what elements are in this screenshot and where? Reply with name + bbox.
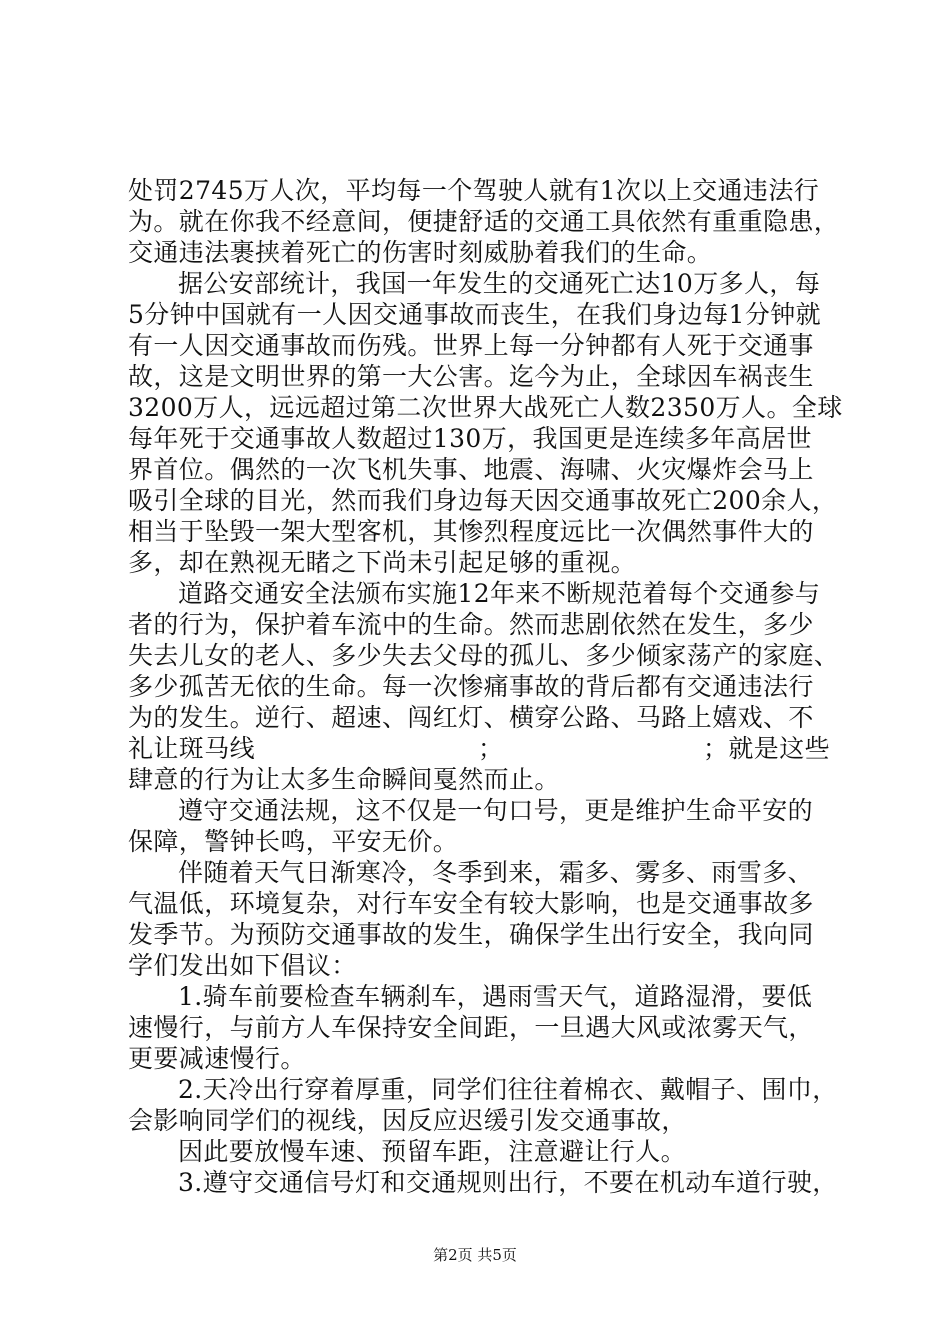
text-line: 更要减速慢行。 (128, 1044, 306, 1073)
text-line: 有一人因交通事故而伤残。世界上每一分钟都有人死于交通事 (128, 331, 814, 360)
text-line: 故，这是文明世界的第一大公害。迄今为止，全球因车祸丧生 (128, 362, 814, 391)
text-line: 礼让斑马线 (128, 734, 256, 763)
text-line: 学们发出如下倡议： (128, 951, 357, 980)
text-line: 5分钟中国就有一人因交通事故而丧生，在我们身边每1分钟就 (128, 300, 822, 329)
text-line: 2.天冷出行穿着厚重，同学们往往着棉衣、戴帽子、围巾， (178, 1075, 838, 1104)
text-line: 1.骑车前要检查车辆刹车，遇雨雪天气，道路湿滑，要低 (178, 982, 813, 1011)
text-line: 吸引全球的目光，然而我们身边每天因交通事故死亡200余人， (128, 486, 838, 515)
text-fragment: ；就是这些 (703, 734, 831, 763)
text-line: 失去儿女的老人、多少失去父母的孤儿、多少倾家荡产的家庭、 (128, 641, 840, 670)
text-line: 据公安部统计，我国一年发生的交通死亡达10万多人，每 (178, 269, 821, 298)
text-line: 气温低，环境复杂，对行车安全有较大影响，也是交通事故多 (128, 889, 814, 918)
text-line: 3200万人，远远超过第二次世界大战死亡人数2350万人。全球 (128, 393, 843, 422)
text-line: 交通违法裹挟着死亡的伤害时刻威胁着我们的生命。 (128, 238, 713, 267)
text-line: 者的行为，保护着车流中的生命。然而悲剧依然在发生，多少 (128, 610, 814, 639)
text-line: 3.遵守交通信号灯和交通规则出行，不要在机动车道行驶， (178, 1168, 838, 1197)
page-footer: 第2页 共5页 (433, 1246, 517, 1264)
text-line: 会影响同学们的视线，因反应迟缓引发交通事故， (128, 1106, 687, 1135)
text-line: 每年死于交通事故人数超过130万，我国更是连续多年高居世 (128, 424, 812, 453)
text-line: 保障，警钟长鸣，平安无价。 (128, 827, 459, 856)
text-line: 多，却在熟视无睹之下尚未引起足够的重视。 (128, 548, 637, 577)
text-line: 因此要放慢车速、预留车距，注意避让行人。 (178, 1137, 687, 1166)
text-line: 相当于坠毁一架大型客机，其惨烈程度远比一次偶然事件大的 (128, 517, 814, 546)
text-line: 速慢行，与前方人车保持安全间距，一旦遇大风或浓雾天气， (128, 1013, 814, 1042)
text-line: 肆意的行为让太多生命瞬间戛然而止。 (128, 765, 560, 794)
text-fragment: ； (478, 734, 504, 763)
text-line: 伴随着天气日渐寒冷，冬季到来，霜多、雾多、雨雪多、 (178, 858, 814, 887)
text-line: 道路交通安全法颁布实施12年来不断规范着每个交通参与 (178, 579, 821, 608)
text-line: 遵守交通法规，这不仅是一句口号，更是维护生命平安的 (178, 796, 814, 825)
text-line: 界首位。偶然的一次飞机失事、地震、海啸、火灾爆炸会马上 (128, 455, 814, 484)
text-line: 处罚2745万人次，平均每一个驾驶人就有1次以上交通违法行 (128, 176, 820, 205)
text-line: 为。就在你我不经意间，便捷舒适的交通工具依然有重重隐患， (128, 207, 840, 236)
text-line: 发季节。为预防交通事故的发生，确保学生出行安全，我向同 (128, 920, 814, 949)
text-line: 多少孤苦无依的生命。每一次惨痛事故的背后都有交通违法行 (128, 672, 814, 701)
text-line: 为的发生。逆行、超速、闯红灯、横穿公路、马路上嬉戏、不 (128, 703, 814, 732)
